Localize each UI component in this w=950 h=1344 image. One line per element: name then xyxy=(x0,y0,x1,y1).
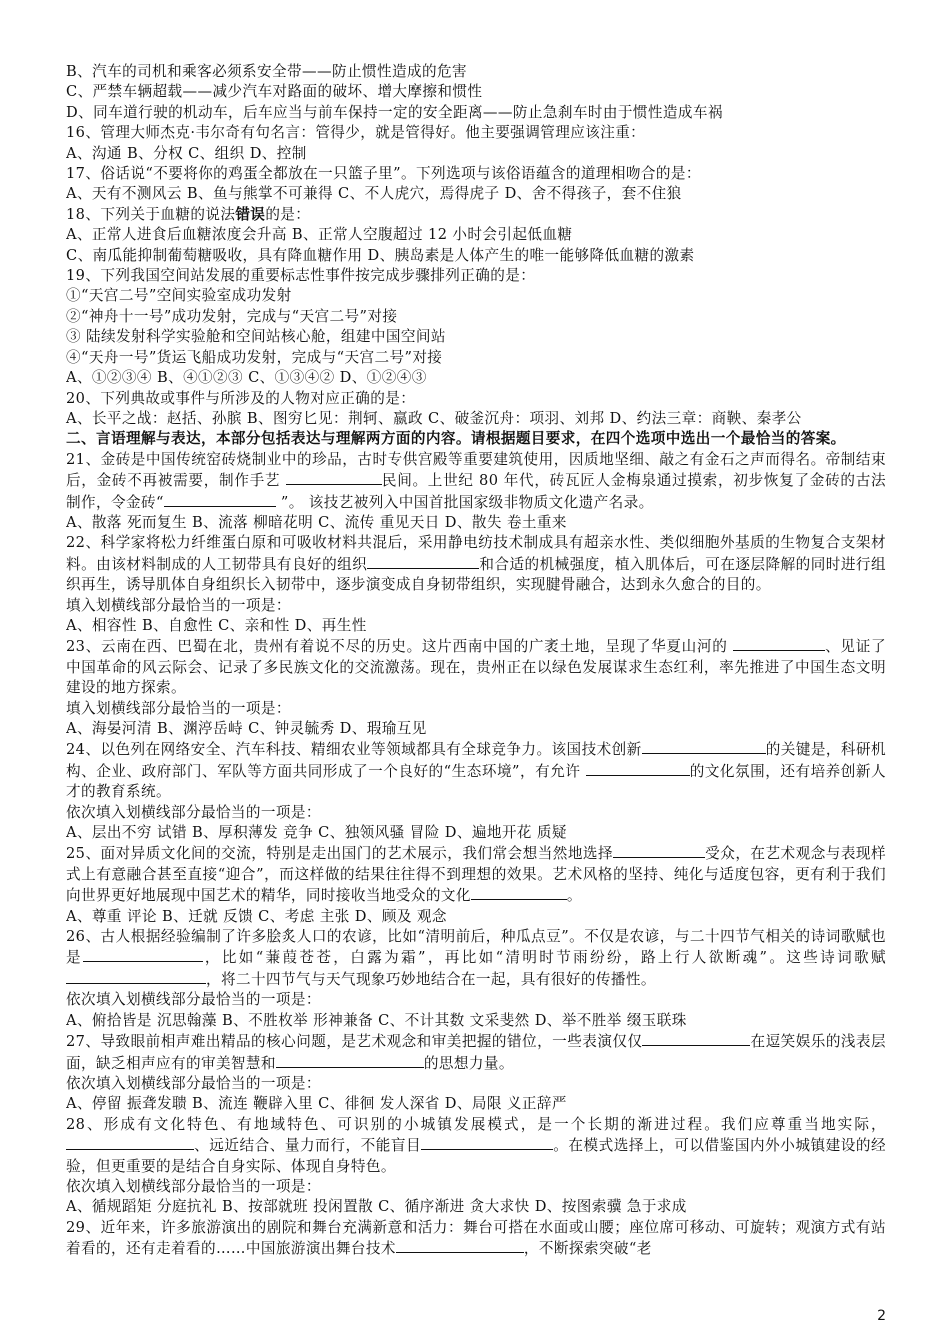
text-line: ②“神舟十一号”成功发射，完成与“天宫二号”对接 xyxy=(66,307,398,325)
question-27: 27、导致眼前相声难出精品的核心问题，是艺术观念和审美把握的错位，一些表演仅仅 在逗笑娱乐的浅表层面，缺乏相声应有的审美智慧和 的思想力量。 xyxy=(66,1033,886,1072)
text-line: C、严禁车辆超载——减少汽车对路面的破坏、增大摩擦和惯性 xyxy=(66,83,483,101)
text-line: 16、管理大师杰克·韦尔奇有句名言：管得少，就是管得好。他主要强调管理应该注重： xyxy=(66,124,646,142)
question-28: 28、形成有文化特色、有地域特色、可识别的小城镇发展模式，是一个长期的渐进过程。我们应尊重当地实际，、远近结合、量力而行，不能盲目 。在模式选择上，可以借鉴国内外小城镇建设的经验，但更重要的是结合自身实际、体现自身特色。 xyxy=(66,1115,886,1175)
text-line: 20、下列典故或事件与所涉及的人物对应正确的是： xyxy=(66,389,416,407)
q25-options: A、尊重 评论 B、迁就 反馈 C、考虑 主张 D、顾及 观念 xyxy=(66,907,447,925)
emphasis-text: 错误 xyxy=(235,205,266,223)
page-number: 2 xyxy=(877,1308,886,1324)
question-25: 25、面对异质文化间的交流，特别是走出国门的艺术展示，我们常会想当然地选择 受众，在艺术观念与表现样式上有意融合甚至直接“迎合”，而这样做的结果往往得不到理想的效果。艺术风格的坚持、纯化与适度包容，更有利于我们向世界更好地展现中国艺术的精华，同时接收当地受众的文化 。 xyxy=(66,845,886,905)
q24-options: A、层出不穷 试错 B、厚积薄发 竞争 C、独领风骚 冒险 D、遍地开花 质疑 xyxy=(66,824,567,842)
question-24: 24、以色列在网络安全、汽车科技、精细农业等领域都具有全球竞争力。该国技术创新 的关键是，科研机构、企业、政府部门、军队等方面共同形成了一个良好的“生态环境”，有允许 的文化氛围，还有培养创新人才的教育系统。 xyxy=(66,741,886,801)
text-line: 19、下列我国空间站发展的重要标志性事件按完成步骤排列正确的是： xyxy=(66,267,536,285)
q23-stem: 填入划横线部分最恰当的一项是： xyxy=(66,699,291,717)
q28-stem: 依次填入划横线部分最恰当的一项是： xyxy=(66,1177,321,1195)
text-line: A、沟通 B、分权 C、组织 D、控制 xyxy=(66,144,307,162)
question-29: 29、近年来，许多旅游演出的剧院和舞台充满新意和活力：舞台可搭在水面或山腰；座位席可移动、可旋转；观演方式有站着看的，还有走着看的……中国旅游演出舞台技术 ，不断探索突破“老 xyxy=(66,1218,886,1258)
q26-stem: 依次填入划横线部分最恰当的一项是： xyxy=(66,991,321,1009)
q26-options: A、俯拾皆是 沉思翰藻 B、不胜枚举 形神兼备 C、不计其数 文采斐然 D、举不胜举 缀玉联珠 xyxy=(66,1011,687,1029)
question-21: 21、金砖是中国传统窑砖烧制业中的珍品，古时专供宫殿等重要建筑使用，因质地坚细、敲之有金石之声而得名。帝制结束后，金砖不再被需要，制作手艺 民间。上世纪 80 年代，砖瓦匠人金梅泉通过摸索，初步恢复了金砖的古法制作，令金砖“ ”。 该技艺被列入中国首批国家级非物质文化遗产名录。 xyxy=(66,450,886,511)
section-heading: 二、言语理解与表达，本部分包括表达与理解两方面的内容。请根据题目要求，在四个选项中选出一个最恰当的答案。 xyxy=(66,430,846,448)
question-22: 22、科学家将松力纤维蛋白原和可吸收材料共混后，采用静电纺技术制成具有超亲水性、类似细胞外基质的生物复合支架材料。由该材料制成的人工韧带具有良好的组织 和合适的机械强度，植入肌体后，可在逐层降解的同时进行组织再生，诱导肌体自身组织长入韧带中，逐步演变成自身韧带组织，实现腱骨融合，达到永久愈合的目的。 xyxy=(66,534,886,594)
text-line: 17、俗话说“不要将你的鸡蛋全都放在一只篮子里”。下列选项与该俗语蕴含的道理相吻合的是： xyxy=(66,165,701,183)
question-23: 23、云南在西、巴蜀在北，贵州有着说不尽的历史。这片西南中国的广袤土地，呈现了华夏山河的 、见证了中国革命的风云际会、记录了多民族文化的交流激荡。现在，贵州正在以绿色发展谋求生态红利，率先推进了中国生态文明建设的地方探索。 xyxy=(66,638,886,697)
question-18: 18、下列关于血糖的说法错误的是： xyxy=(66,205,311,223)
document-page xyxy=(66,62,886,1260)
q23-options: A、海晏河清 B、渊渟岳峙 C、钟灵毓秀 D、瑕瑜互见 xyxy=(66,720,427,737)
q20-options: A、长平之战：赵括、孙膑 B、图穷匕见：荆轲、嬴政 C、破釜沉舟：项羽、刘邦 D、约法三章：商鞅、秦孝公 xyxy=(66,409,802,427)
text-line: A、正常人进食后血糖浓度会升高 B、正常人空腹超过 12 小时会引起低血糖 xyxy=(66,226,573,244)
q22-stem: 填入划横线部分最恰当的一项是： xyxy=(66,596,291,614)
q27-options: A、停留 振聋发聩 B、流连 鞭辟入里 C、徘徊 发人深省 D、局限 义正辞严 xyxy=(66,1095,567,1113)
text-line: B、汽车的司机和乘客必须系安全带——防止惯性造成的危害 xyxy=(66,63,467,80)
text-line: C、南瓜能抑制葡萄糖吸收，具有降血糖作用 D、胰岛素是人体产生的唯一能够降低血糖的激素 xyxy=(66,246,695,264)
text-line: ④“天舟一号”货运飞船成功发射，完成与“天宫二号”对接 xyxy=(66,348,443,366)
q27-stem: 依次填入划横线部分最恰当的一项是： xyxy=(66,1074,321,1092)
q21-options: A、散落 死而复生 B、流落 柳暗花明 C、流传 重见天日 D、散失 卷土重来 xyxy=(66,513,567,531)
text-line: ③ 陆续发射科学实验舱和空间站核心舱，组建中国空间站 xyxy=(66,328,446,346)
question-26: 26、古人根据经验编制了许多脍炙人口的农谚，比如“清明前后，种瓜点豆”。不仅是农谚，与二十四节气相关的诗词歌赋也是 ，比如“蒹葭苍苍，白露为霜”，再比如“清明时节雨纷纷，路上行人欲断魂”。这些诗词歌赋，将二十四节气与天气现象巧妙地结合在一起，具有很好的传播性。 xyxy=(66,928,886,988)
q22-options: A、相容性 B、自愈性 C、亲和性 D、再生性 xyxy=(66,616,367,634)
text-line: D、同车道行驶的机动车，后车应当与前车保持一定的安全距离——防止急刹车时由于惯性造成车祸 xyxy=(66,103,723,121)
q28-options: A、循规蹈矩 分庭抗礼 B、按部就班 投闲置散 C、循序渐进 贪大求快 D、按图索骥 急于求成 xyxy=(66,1198,687,1216)
text-line: A、①②③④ B、④①②③ C、①③④② D、①②④③ xyxy=(66,369,427,387)
text-line: ①“天宫二号”空间实验室成功发射 xyxy=(66,287,292,305)
q24-stem: 依次填入划横线部分最恰当的一项是： xyxy=(66,803,321,821)
text-line: A、天有不测风云 B、鱼与熊掌不可兼得 C、不人虎穴，焉得虎子 D、舍不得孩子，套不住狼 xyxy=(66,185,682,203)
